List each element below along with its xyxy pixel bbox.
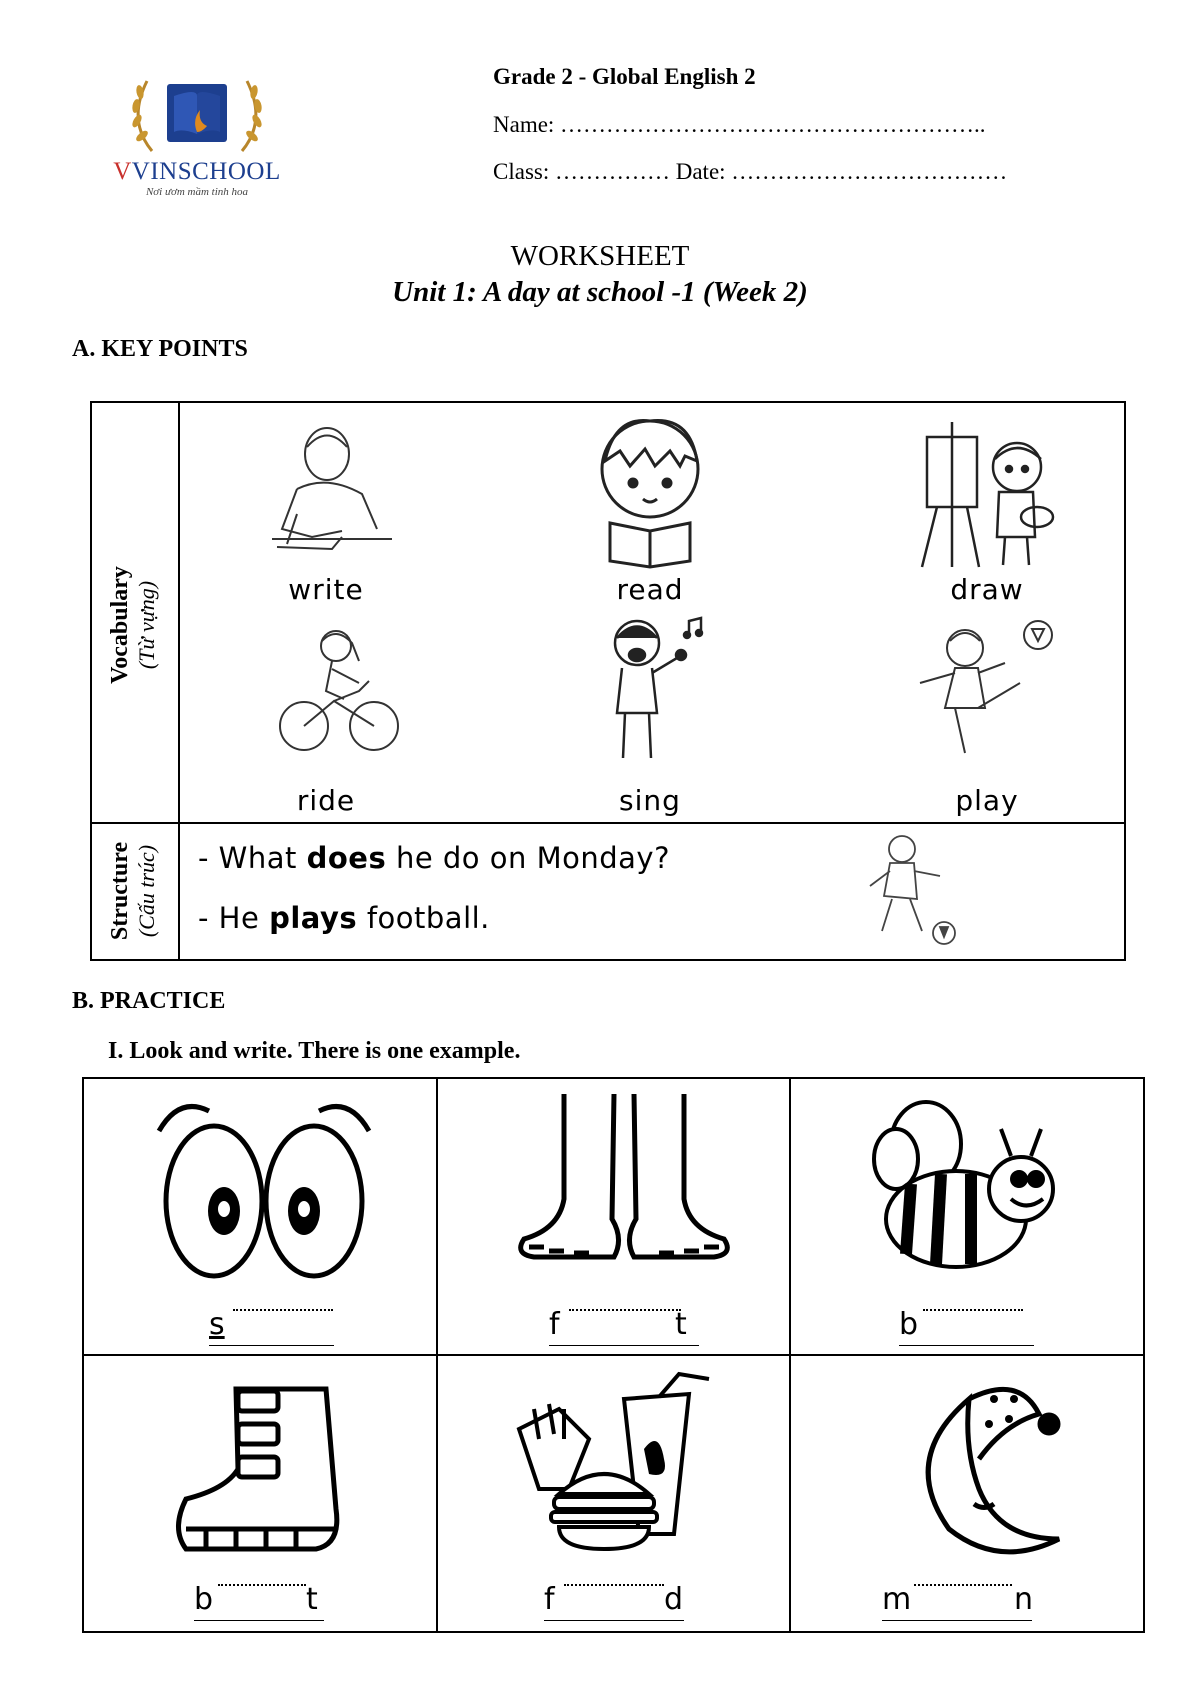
vocab-word-sing: sing <box>619 784 681 817</box>
course-title: Grade 2 - Global English 2 <box>493 64 756 89</box>
eyes-icon <box>154 1091 374 1281</box>
answer-blank-boot[interactable]: b t <box>194 1582 213 1617</box>
boy-kicking-ball-icon <box>862 831 962 951</box>
boy-singing-icon <box>597 613 717 763</box>
structure-answer: - He plays football. <box>198 901 490 935</box>
girl-riding-bike-icon <box>274 621 404 761</box>
table-row-divider <box>92 822 1124 824</box>
laurel-book-emblem-icon <box>112 66 282 161</box>
vocabulary-label: Vocabulary (Từ vựng) <box>107 566 159 684</box>
structure-question: - What does he do on Monday? <box>198 841 670 875</box>
boy-writing-icon <box>252 419 402 569</box>
look-and-write-grid <box>82 1077 1145 1633</box>
fast-food-icon <box>509 1369 729 1569</box>
vocab-word-ride: ride <box>296 784 356 817</box>
boy-reading-icon <box>585 411 715 571</box>
logo-tagline: Nơi ươm mầm tinh hoa <box>145 186 249 198</box>
section-b-heading: B. PRACTICE <box>72 988 226 1014</box>
answer-blank-feet[interactable]: f t <box>549 1307 560 1342</box>
feet-icon <box>504 1089 744 1279</box>
key-points-table <box>90 401 1126 961</box>
grid-divider <box>84 1354 1143 1356</box>
section-a-heading: A. KEY POINTS <box>72 336 248 362</box>
vocab-word-read: read <box>616 573 684 606</box>
vocab-word-draw: draw <box>950 573 1024 606</box>
boy-drawing-icon <box>917 417 1057 577</box>
vocab-word-play: play <box>955 784 1019 817</box>
logo-wordmark: VVINSCHOOL <box>113 158 281 185</box>
answer-blank-food[interactable]: f d <box>544 1582 555 1617</box>
boy-playing-football-icon <box>910 613 1060 763</box>
moon-icon <box>909 1369 1079 1569</box>
vinschool-logo <box>112 66 282 206</box>
vocab-word-write: write <box>288 573 364 606</box>
structure-label: Structure (Cấu trúc) <box>107 841 159 941</box>
name-line: Name: ……………………………………………….. <box>493 112 986 137</box>
boot-icon <box>166 1379 366 1569</box>
page-subtitle: Unit 1: A day at school -1 (Week 2) <box>392 276 808 308</box>
exercise-1-instruction: I. Look and write. There is one example. <box>108 1038 521 1064</box>
answer-blank-bee[interactable]: b <box>899 1307 918 1342</box>
class-date-line: Class: …………… Date: ……………………………… <box>493 159 1008 184</box>
page-title: WORKSHEET <box>510 240 690 272</box>
bee-icon <box>871 1094 1071 1279</box>
answer-blank-moon[interactable]: m n <box>882 1582 911 1617</box>
answer-blank-eyes[interactable]: s <box>209 1307 225 1342</box>
